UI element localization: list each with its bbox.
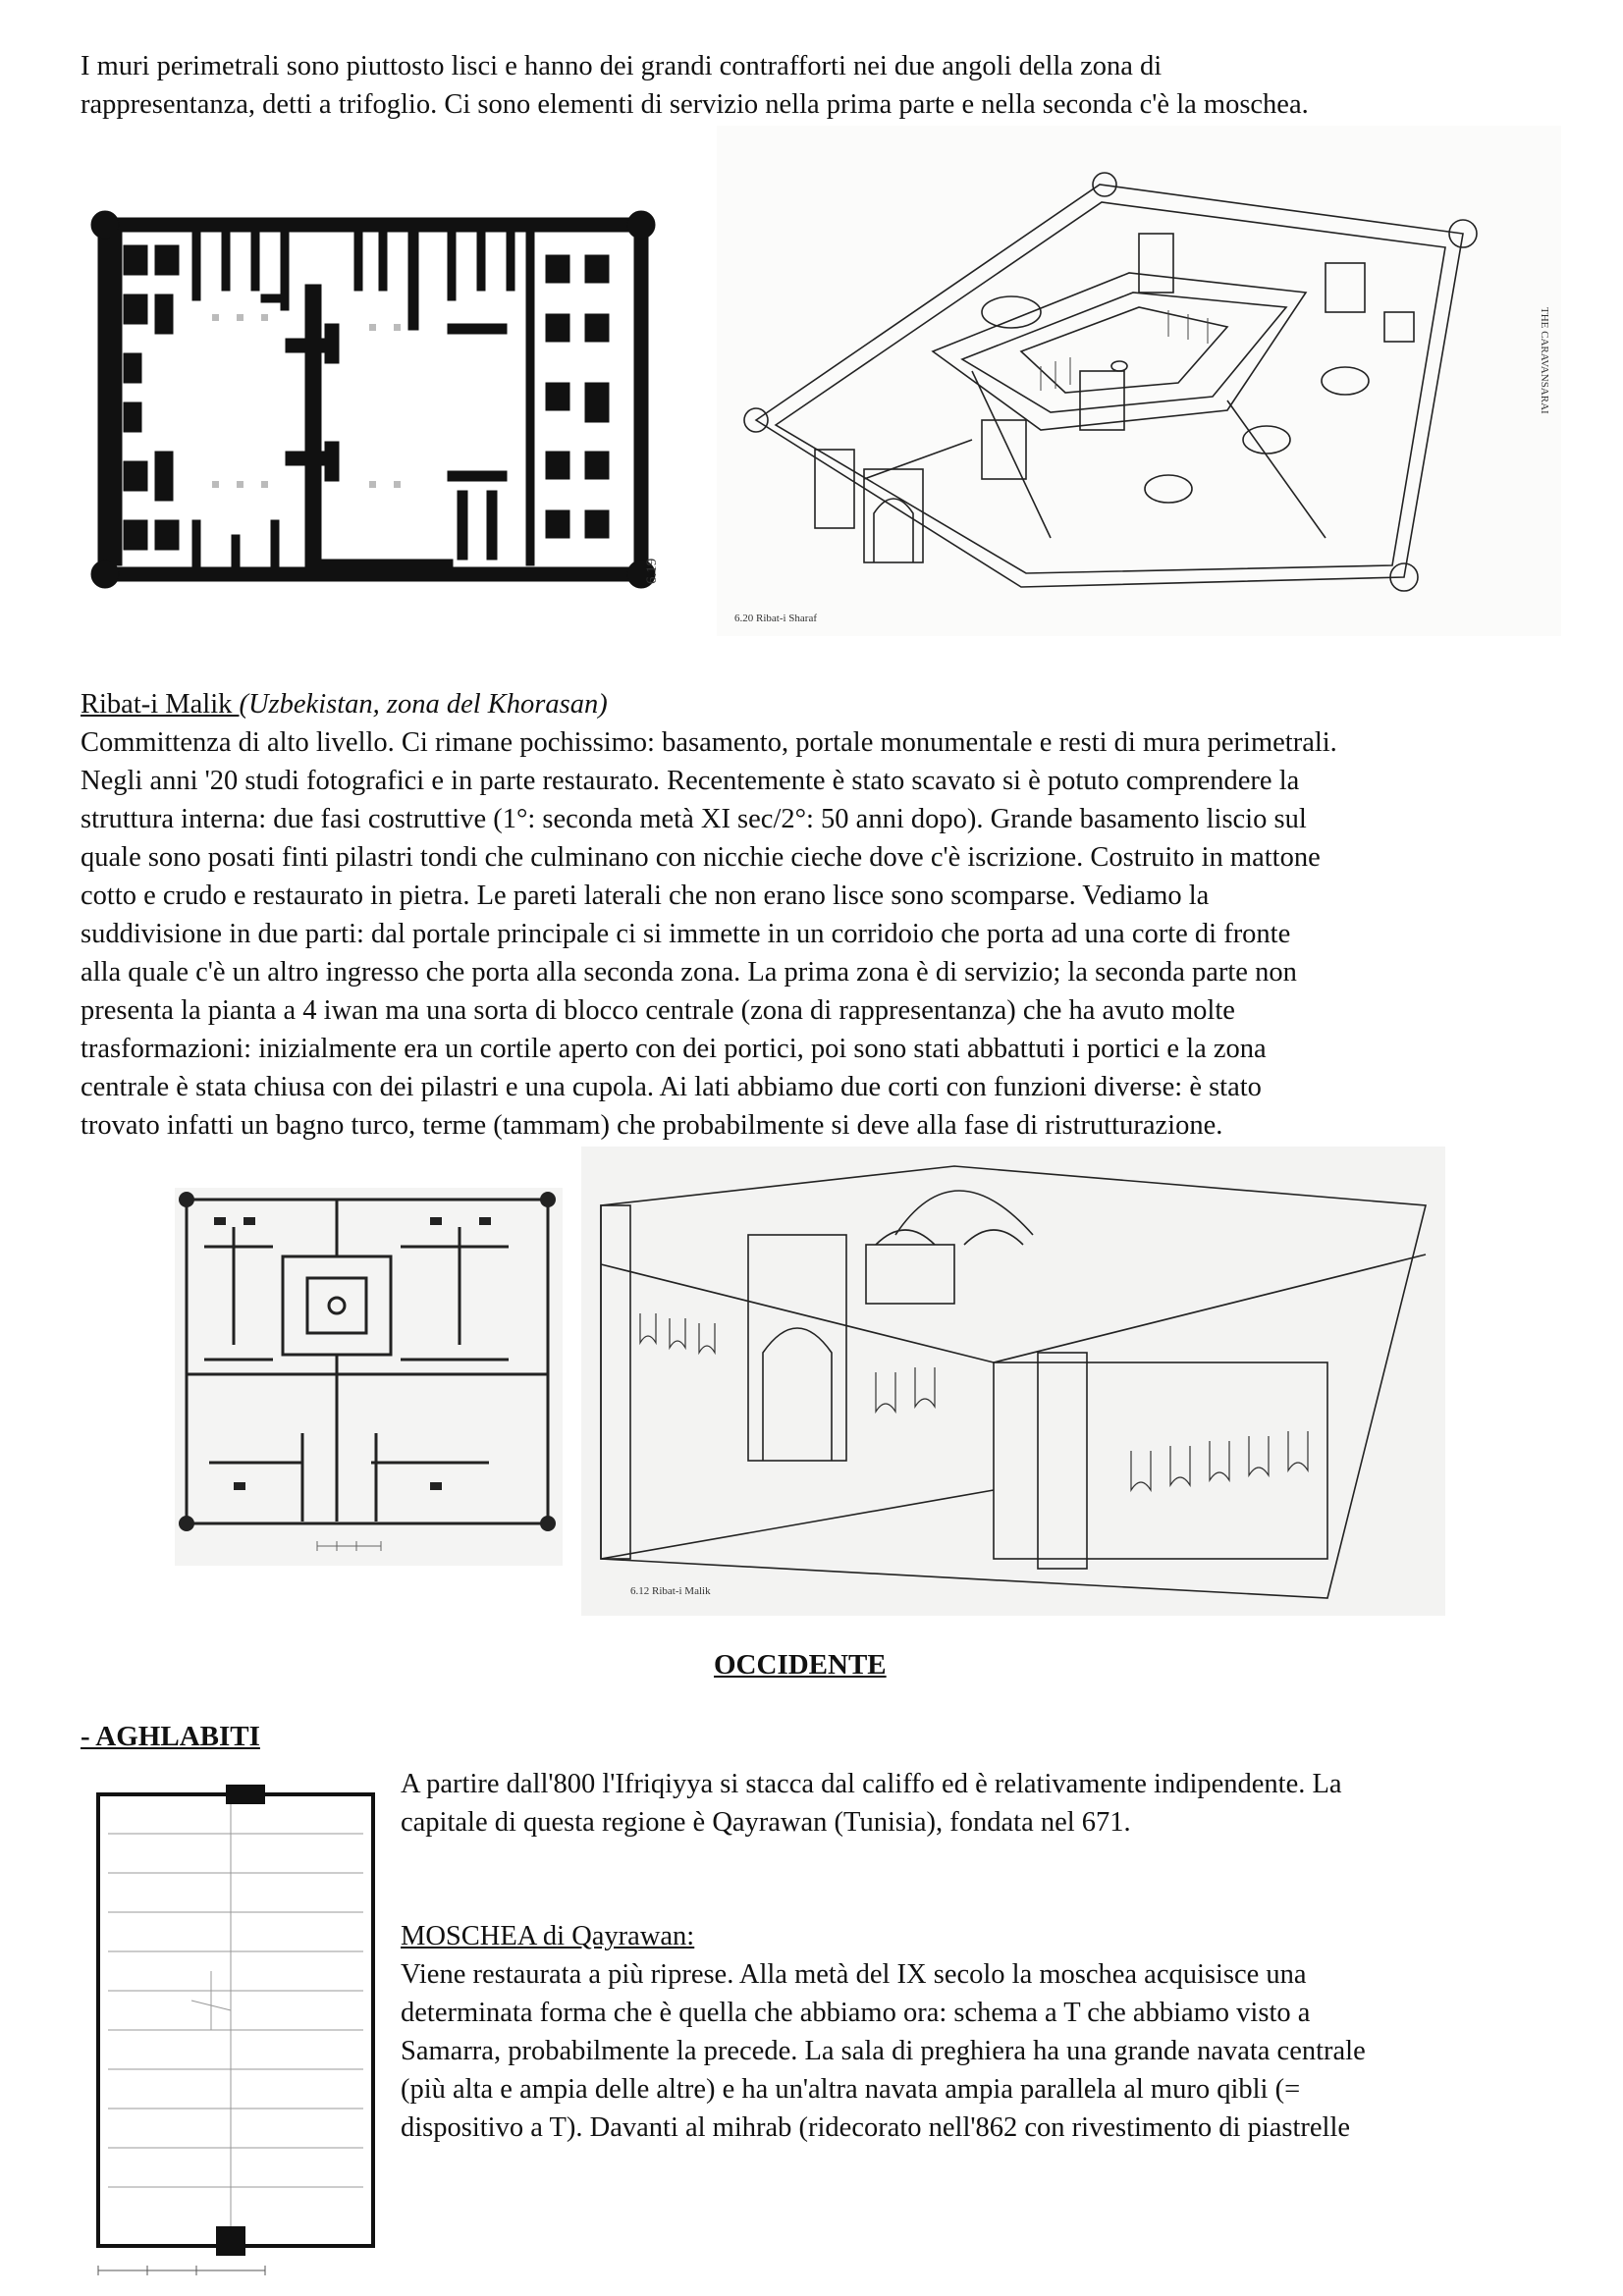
malik-subtitle: (Uzbekistan, zona del Khorasan): [239, 689, 608, 720]
malik-line: quale sono posati finti pilastri tondi che culminano con nicchie cieche dove c'è iscrizione. Costruito in mattone: [81, 842, 1321, 873]
malik-paragraph: [81, 685, 1337, 1145]
malik-title: Ribat-i Malik: [81, 689, 240, 720]
malik-line: presenta la pianta a 4 iwan ma una sorta di blocco centrale (zona di rappresentanza) che ha avuto molte: [81, 995, 1235, 1026]
aghlabiti-intro: [401, 1765, 1342, 1842]
fig4-caption: 6.12 Ribat-i Malik: [630, 1585, 711, 1597]
malik-line: Committenza di alto livello. Ci rimane pochissimo: basamento, portale monumentale e resti di mura perimetrali.: [81, 727, 1337, 758]
fig2-caption: 6.20 Ribat-i Sharaf: [734, 613, 818, 624]
ribat-malik-axonometric-figure: [581, 1147, 1445, 1616]
malik-line: suddivisione in due parti: dal portale principale ci si immette in un corridoio che porta ad una corte di fronte: [81, 919, 1291, 949]
mosque-line: (più alta e ampia delle altre) e ha un'altra navata ampia parallela al muro qibli (=: [401, 2074, 1301, 2105]
malik-line: struttura interna: due fasi costruttive (1°: seconda metà XI sec/2°: 50 anni dopo). Grande basamento liscio sul: [81, 804, 1307, 834]
ribat-malik-plan-figure: [175, 1188, 563, 1566]
fig2-side-label: THE CARAVANSARAI: [1539, 307, 1550, 414]
mosque-line: Samarra, probabilmente la precede. La sala di preghiera ha una grande navata centrale: [401, 2036, 1366, 2066]
mosque-paragraph: [401, 1917, 1366, 2147]
intro-paragraph: [81, 47, 1309, 124]
malik-line: Negli anni '20 studi fotografici e in parte restaurato. Recentemente è stato scavato si è potuto comprendere la: [81, 766, 1300, 796]
mosque-line: Viene restaurata a più riprese. Alla metà del IX secolo la moschea acquisisce una: [401, 1959, 1307, 1990]
qayrawan-mosque-plan-figure: [88, 1775, 383, 2285]
fig1-label: 6.19: [644, 558, 660, 584]
malik-line: cotto e crudo e restaurato in pietra. Le pareti laterali che non erano lisce sono scomparse. Vediamo la: [81, 881, 1210, 911]
aghlabiti-intro-line: A partire dall'800 l'Ifriqiyya si stacca dal califfo ed è relativamente indipendente. La: [401, 1769, 1342, 1799]
mosque-line: determinata forma che è quella che abbiamo ora: schema a T che abbiamo visto a: [401, 1998, 1311, 2028]
ribat-sharaf-axonometric-figure: [717, 126, 1561, 636]
mosque-title: MOSCHEA di Qayrawan:: [401, 1921, 695, 1951]
mosque-line: dispositivo a T). Davanti al mihrab (ridecorato nell'862 con rivestimento di piastrelle: [401, 2112, 1351, 2143]
malik-line: alla quale c'è un altro ingresso che porta alla seconda zona. La prima zona è di servizio; la seconda parte non: [81, 957, 1297, 988]
malik-line: trasformazioni: inizialmente era un cortile aperto con dei portici, poi sono stati abbattuti i portici e la zona: [81, 1034, 1267, 1064]
ribat-sharaf-plan-figure: [84, 196, 674, 599]
malik-line: trovato infatti un bagno turco, terme (tammam) che probabilmente si deve alla fase di ristrutturazione.: [81, 1110, 1223, 1141]
malik-line: centrale è stata chiusa con dei pilastri e una cupola. Ai lati abbiamo due corti con funzioni diverse: è stato: [81, 1072, 1262, 1102]
occidente-heading: OCCIDENTE: [714, 1649, 887, 1681]
aghlabiti-heading: - AGHLABITI: [81, 1721, 260, 1752]
aghlabiti-intro-line: capitale di questa regione è Qayrawan (Tunisia), fondata nel 671.: [401, 1807, 1131, 1838]
intro-line-1: I muri perimetrali sono piuttosto lisci e hanno dei grandi contrafforti nei due angoli della zona di: [81, 51, 1163, 81]
intro-line-2: rappresentanza, detti a trifoglio. Ci sono elementi di servizio nella prima parte e nella seconda c'è la moschea.: [81, 89, 1309, 120]
